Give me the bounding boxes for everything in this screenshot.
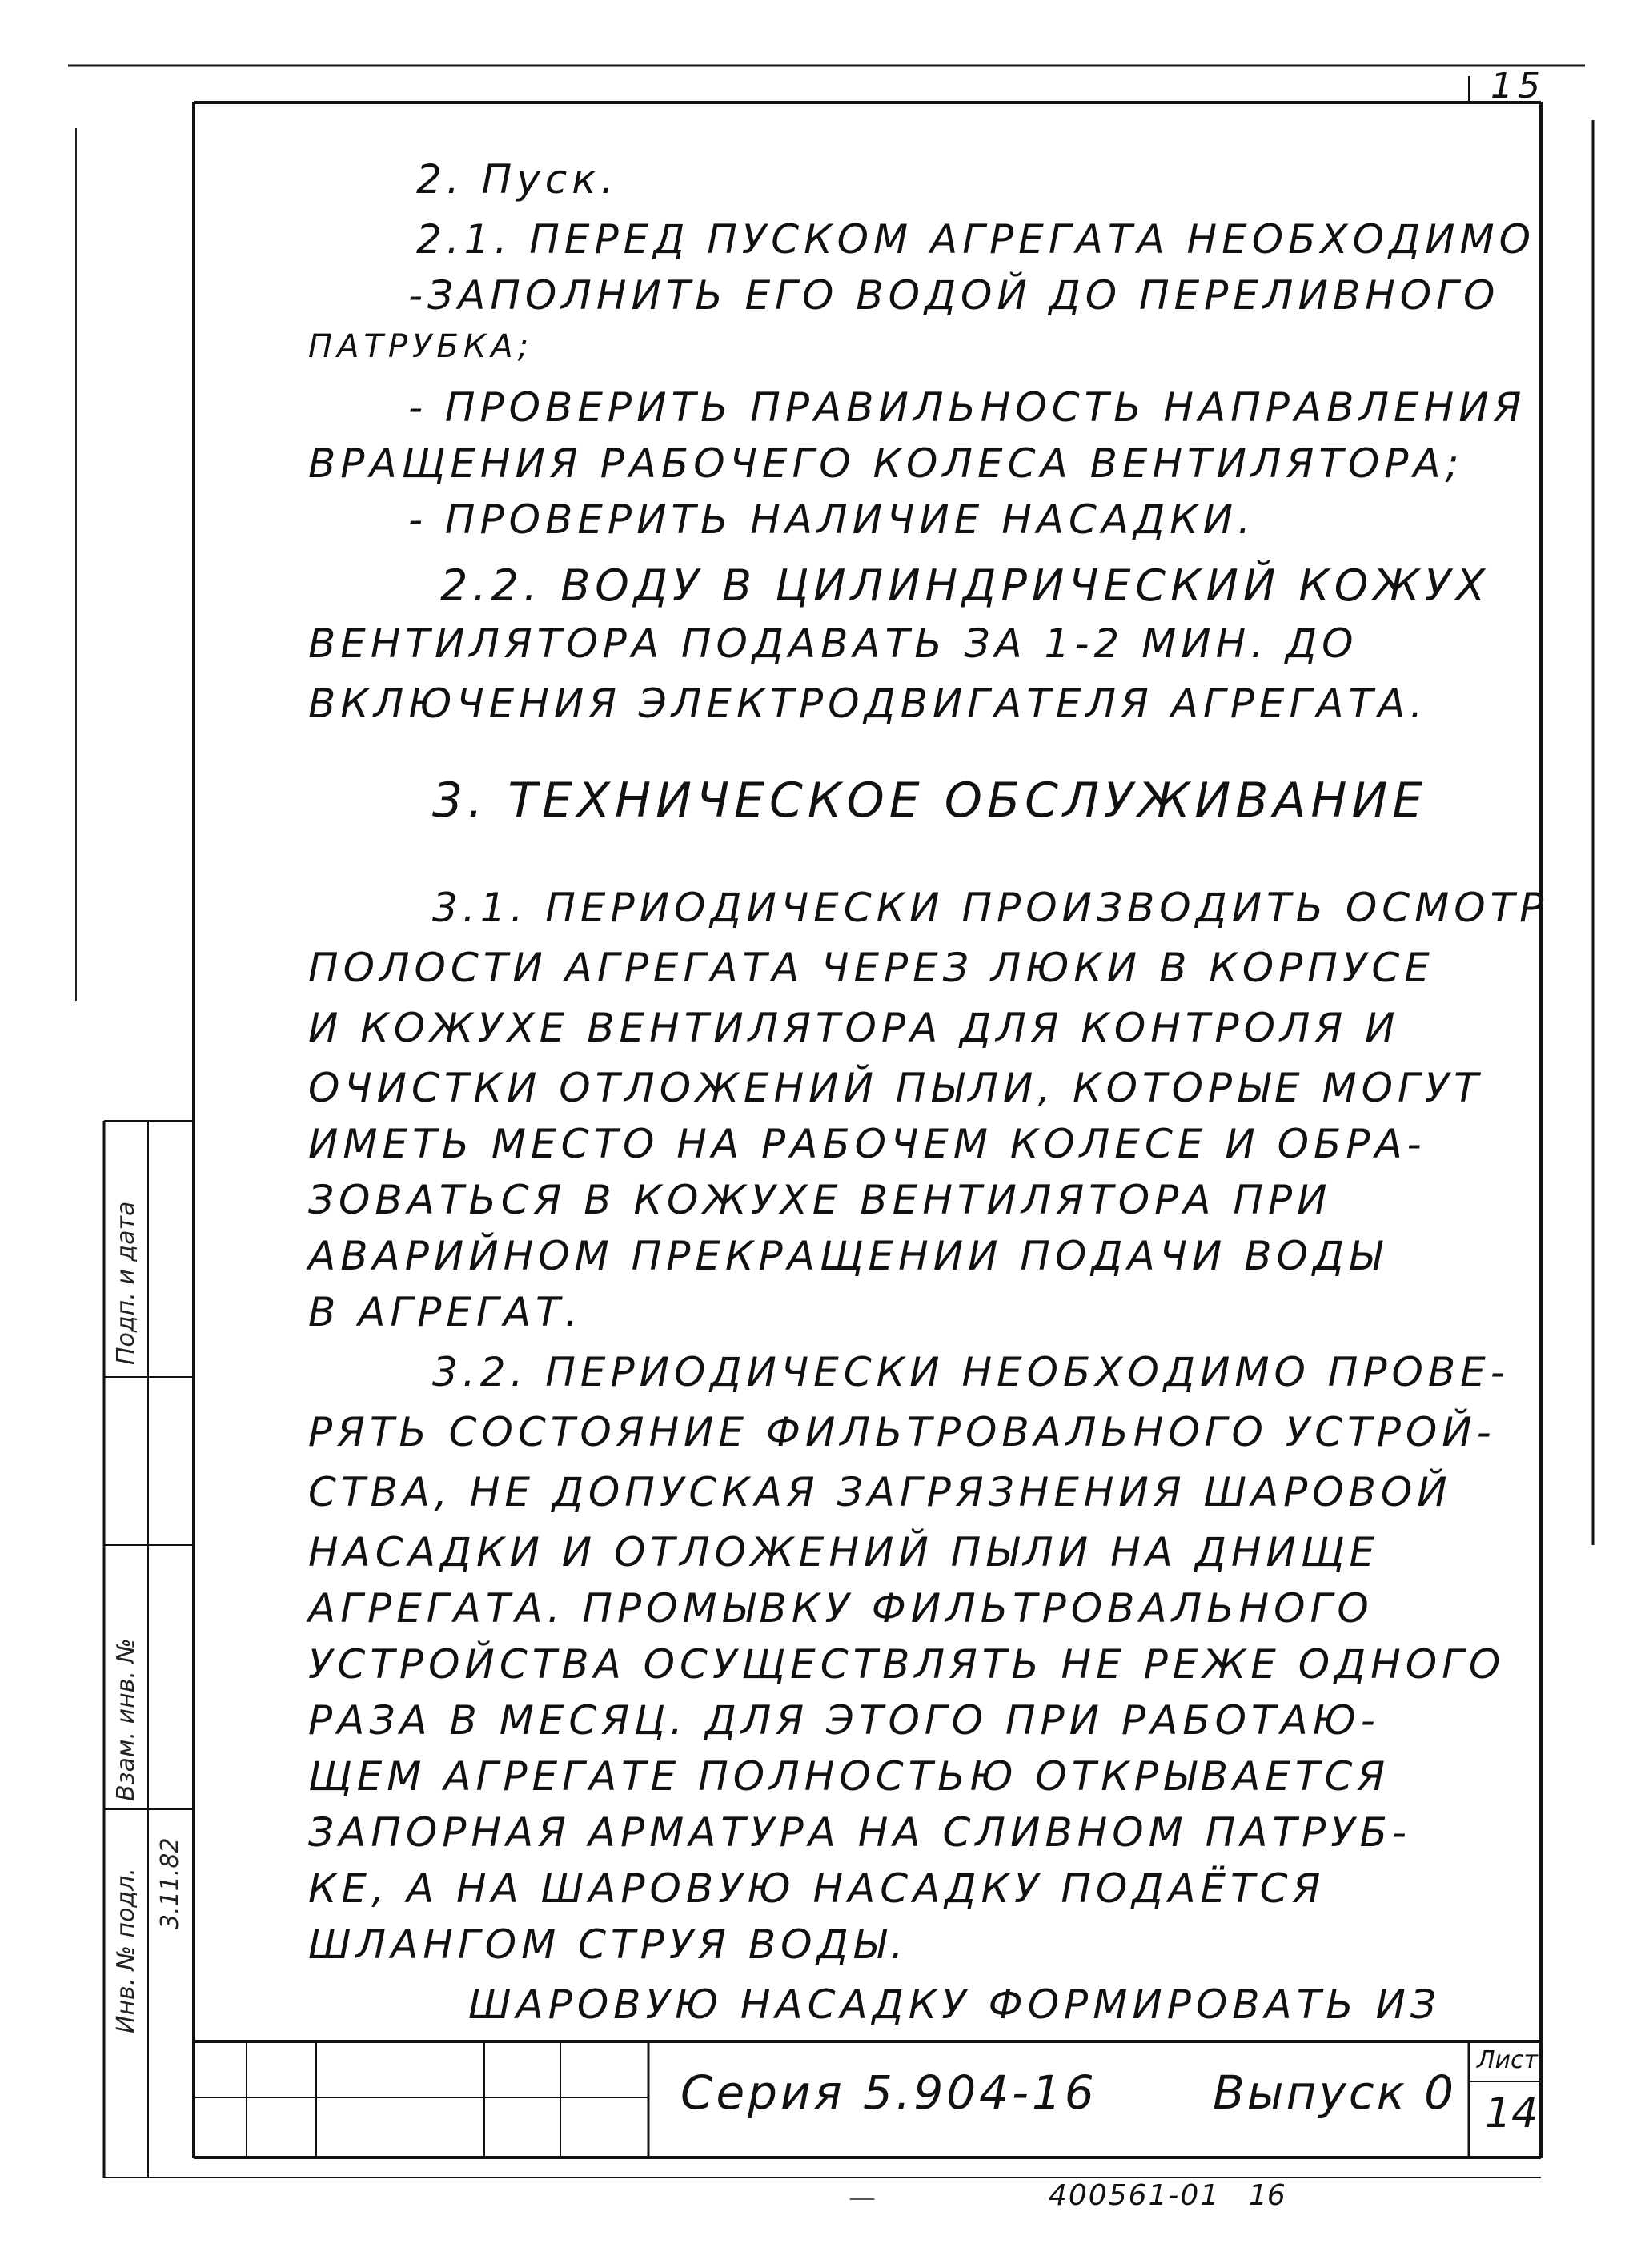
body-line: АВАРИЙНОМ ПРЕКРАЩЕНИИ ПОДАЧИ ВОДЫ xyxy=(308,1233,1386,1279)
side-stamp-replacement: Взам. инв. № xyxy=(112,1638,140,1801)
body-line: 3.2. ПЕРИОДИЧЕСКИ НЕОБХОДИМО ПРОВЕ- xyxy=(432,1349,1510,1395)
body-line: -ЗАПОЛНИТЬ ЕГО ВОДОЙ ДО ПЕРЕЛИВНОГО xyxy=(408,272,1500,319)
body-line: ШАРОВУЮ НАСАДКУ ФОРМИРОВАТЬ ИЗ xyxy=(468,1981,1441,2028)
body-line: КЕ, А НА ШАРОВУЮ НАСАДКУ ПОДАЁТСЯ xyxy=(308,1865,1326,1912)
body-line: - ПРОВЕРИТЬ ПРАВИЛЬНОСТЬ НАПРАВЛЕНИЯ xyxy=(408,384,1527,431)
body-line: АГРЕГАТА. ПРОМЫВКУ ФИЛЬТРОВАЛЬНОГО xyxy=(308,1585,1374,1632)
body-line: 3.1. ПЕРИОДИЧЕСКИ ПРОИЗВОДИТЬ ОСМОТР xyxy=(432,885,1549,931)
body-line: ШЛАНГОМ СТРУЯ ВОДЫ. xyxy=(308,1921,909,1968)
body-line: 2.1. ПЕРЕД ПУСКОМ АГРЕГАТА НЕОБХОДИМО xyxy=(416,216,1535,263)
series-label: Серия 5.904-16 xyxy=(680,2065,1097,2120)
body-line: ПАТРУБКА; xyxy=(308,328,534,365)
body-line: ОЧИСТКИ ОТЛОЖЕНИЙ ПЫЛИ, КОТОРЫЕ МОГУТ xyxy=(308,1065,1483,1111)
body-line: ЗАПОРНАЯ АРМАТУРА НА СЛИВНОМ ПАТРУБ- xyxy=(308,1809,1411,1856)
body-line: ВРАЩЕНИЯ РАБОЧЕГО КОЛЕСА ВЕНТИЛЯТОРА; xyxy=(308,440,1464,487)
body-line: УСТРОЙСТВА ОСУЩЕСТВЛЯТЬ НЕ РЕЖЕ ОДНОГО xyxy=(308,1641,1506,1688)
body-line: РАЗА В МЕСЯЦ. ДЛЯ ЭТОГО ПРИ РАБОТАЮ- xyxy=(308,1697,1380,1744)
body-line: 2.2. ВОДУ В ЦИЛИНДРИЧЕСКИЙ КОЖУХ xyxy=(440,560,1491,611)
body-line: ПОЛОСТИ АГРЕГАТА ЧЕРЕЗ ЛЮКИ В КОРПУСЕ xyxy=(308,945,1434,991)
body-line: РЯТЬ СОСТОЯНИЕ ФИЛЬТРОВАЛЬНОГО УСТРОЙ- xyxy=(308,1409,1496,1455)
page-number: 15 xyxy=(1491,66,1545,106)
body-line: ЩЕМ АГРЕГАТЕ ПОЛНОСТЬЮ ОТКРЫВАЕТСЯ xyxy=(308,1753,1390,1800)
body-line: И КОЖУХЕ ВЕНТИЛЯТОРА ДЛЯ КОНТРОЛЯ И xyxy=(308,1005,1400,1051)
sheet-number: 14 xyxy=(1485,2089,1539,2138)
body-line: СТВА, НЕ ДОПУСКАЯ ЗАГРЯЗНЕНИЯ ШАРОВОЙ xyxy=(308,1469,1452,1515)
body-line: - ПРОВЕРИТЬ НАЛИЧИЕ НАСАДКИ. xyxy=(408,496,1255,543)
side-stamp-inventory: Инв. № подл. xyxy=(112,1868,140,2033)
issue-label: Выпуск 0 xyxy=(1213,2065,1457,2120)
side-stamp-date: 3.11.82 xyxy=(156,1837,184,1929)
sheet-label: Лист xyxy=(1477,2046,1539,2074)
footer-code: 400561-01 xyxy=(1049,2179,1221,2212)
body-line: ЗОВАТЬСЯ В КОЖУХЕ ВЕНТИЛЯТОРА ПРИ xyxy=(308,1177,1332,1223)
body-line: ИМЕТЬ МЕСТО НА РАБОЧЕМ КОЛЕСЕ И ОБРА- xyxy=(308,1121,1426,1167)
side-stamp-signature-date: Подп. и дата xyxy=(112,1201,140,1365)
heading-start: 2. Пуск. xyxy=(416,156,619,203)
footer-code-left: — xyxy=(849,2182,876,2214)
body-line: ВЕНТИЛЯТОРА ПОДАВАТЬ ЗА 1-2 МИН. ДО xyxy=(308,620,1358,667)
footer-code-right: 16 xyxy=(1249,2179,1286,2212)
body-line: НАСАДКИ И ОТЛОЖЕНИЙ ПЫЛИ НА ДНИЩЕ xyxy=(308,1529,1380,1576)
body-line: В АГРЕГАТ. xyxy=(308,1289,583,1335)
heading-maintenance: 3. ТЕХНИЧЕСКОЕ ОБСЛУЖИВАНИЕ xyxy=(432,773,1428,829)
body-line: ВКЛЮЧЕНИЯ ЭЛЕКТРОДВИГАТЕЛЯ АГРЕГАТА. xyxy=(308,680,1428,727)
